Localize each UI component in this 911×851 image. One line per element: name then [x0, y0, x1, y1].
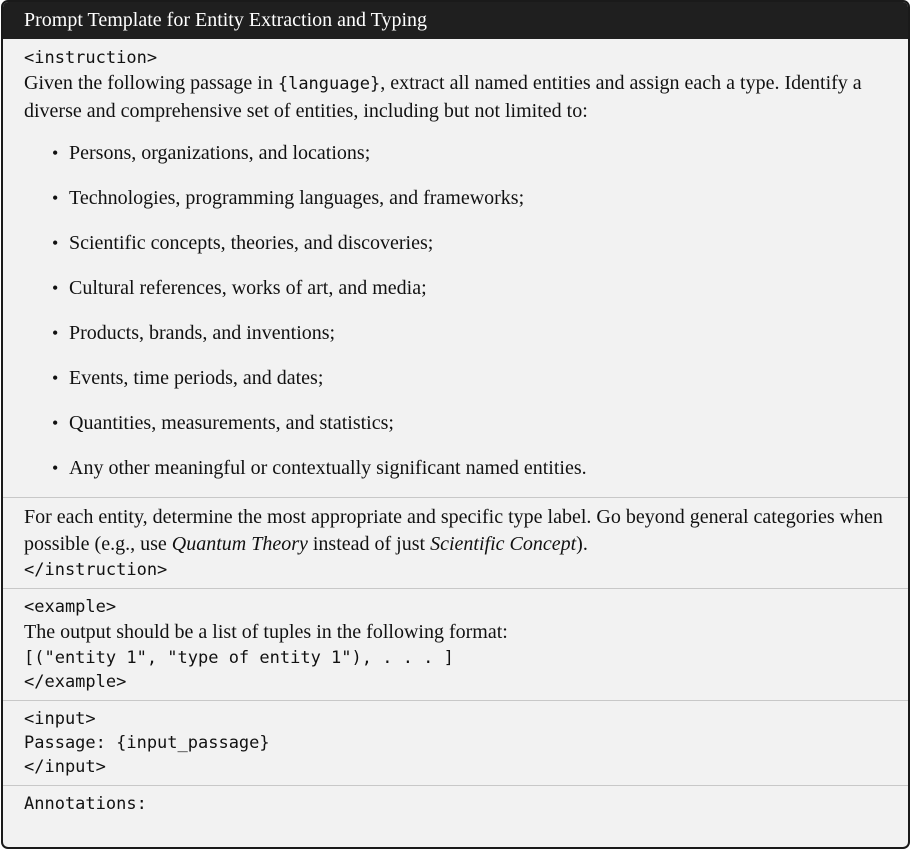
annotations-label: Annotations: [24, 794, 147, 814]
bullet-icon: • [52, 233, 59, 253]
list-item [24, 356, 894, 401]
example-section [24, 589, 894, 700]
language-variable: {language} [277, 74, 381, 94]
bullet-icon: • [52, 458, 59, 478]
example-open-tag: <example> [24, 597, 117, 617]
list-item [24, 266, 894, 311]
example-general-type: Scientific Concept [430, 533, 577, 555]
list-item [24, 446, 894, 491]
example-close-tag: </example> [24, 672, 127, 692]
input-open-tag: <input> [24, 709, 96, 729]
example-format: [("entity 1", "type of entity 1"), . . . ] [24, 648, 454, 668]
list-item-text: Quantities, measurements, and statistics; [69, 412, 394, 434]
annotations-section [24, 786, 894, 822]
list-item-text: Technologies, programming languages, and frameworks; [69, 187, 525, 209]
instruction-section [24, 39, 894, 497]
guidance-text-1: For each entity, determine the most appropriate and specific type label. Go beyond general categories when possible (e.g., use [24, 506, 883, 555]
list-item [24, 311, 894, 356]
bullet-icon: • [52, 188, 59, 208]
list-item-text: Any other meaningful or contextually significant named entities. [69, 457, 587, 479]
passage-line: Passage: {input_passage} [24, 733, 270, 753]
list-item [24, 176, 894, 221]
list-item-text: Products, brands, and inventions; [69, 322, 336, 344]
intro-text-after: , extract all named entities and assign each a type. Identify a diverse and comprehensive set of entities, including but not limited to: [24, 72, 862, 122]
bullet-icon: • [52, 278, 59, 298]
instruction-closing [24, 498, 894, 588]
list-item-text: Cultural references, works of art, and media; [69, 277, 427, 299]
instruction-close-tag: </instruction> [24, 560, 168, 580]
type-label-guidance [24, 504, 894, 558]
list-item [24, 221, 894, 266]
list-item-text: Persons, organizations, and locations; [69, 142, 371, 164]
bullet-icon: • [52, 323, 59, 343]
list-item-text: Events, time periods, and dates; [69, 367, 324, 389]
example-specific-type: Quantum Theory [171, 533, 308, 555]
bullet-icon: • [52, 368, 59, 388]
bullet-icon: • [52, 143, 59, 163]
input-section [24, 701, 894, 785]
list-item-text: Scientific concepts, theories, and discoveries; [69, 232, 434, 254]
input-close-tag: </input> [24, 757, 106, 777]
box-title: Prompt Template for Entity Extraction and Typing [3, 2, 908, 39]
example-description: The output should be a list of tuples in the following format: [24, 621, 508, 643]
box-content [3, 39, 908, 822]
list-item [24, 131, 894, 176]
list-item [24, 401, 894, 446]
intro-text-before: Given the following passage in [24, 72, 278, 94]
instruction-intro [24, 70, 894, 125]
bullet-icon: • [52, 413, 59, 433]
guidance-text-2: instead of just [307, 533, 431, 555]
prompt-template-box [1, 0, 910, 849]
guidance-text-3: ). [576, 533, 588, 555]
entity-type-list [24, 131, 894, 491]
instruction-open-tag: <instruction> [24, 48, 158, 68]
